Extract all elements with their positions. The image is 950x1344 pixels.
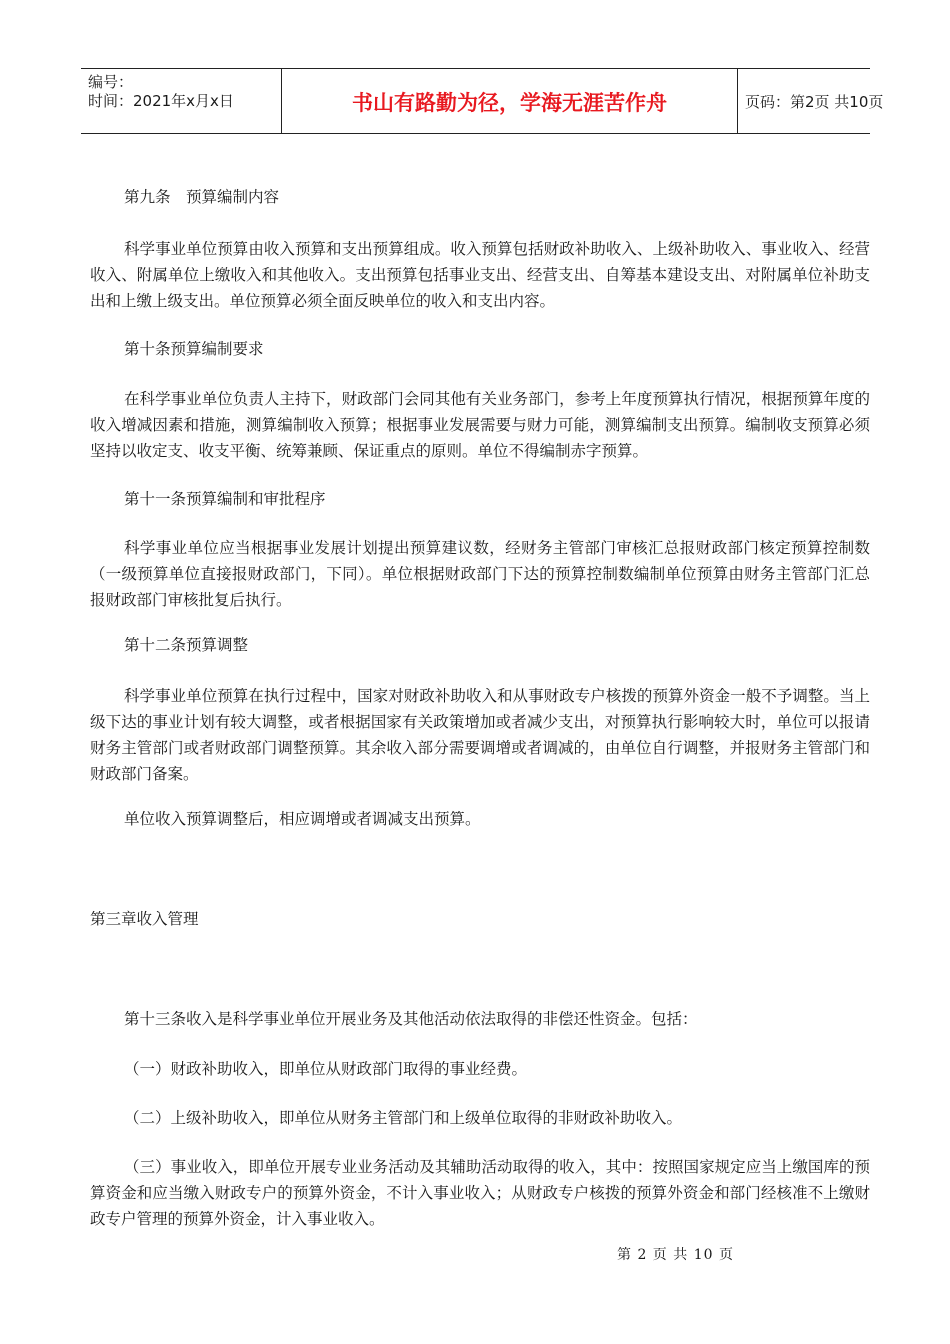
header-motto-cell	[282, 69, 738, 133]
article-13-item-2: （二）上级补助收入，即单位从财务主管部门和上级单位取得的非财政补助收入。	[124, 1109, 683, 1127]
article-13-item-1: （一）财政补助收入，即单位从财政部门取得的事业经费。	[124, 1060, 528, 1078]
article-9-body: 科学事业单位预算由收入预算和支出预算组成。收入预算包括财政补助收入、上级补助收入、事业收入、经营收入、附属单位上缴收入和其他收入。支出预算包括事业支出、经营支出、自筹基本建设支出、对附属单位补助支出和上缴上级支出。单位预算必须全面反映单位的收入和支出内容。	[90, 240, 870, 310]
article-12-heading: 第十二条预算调整	[124, 636, 249, 654]
article-10-heading: 第十条预算编制要求	[124, 340, 264, 358]
page-footer: 第 2 页 共 10 页	[617, 1247, 734, 1263]
article-12-supplement: 单位收入预算调整后，相应调增或者调减支出预算。	[124, 810, 481, 828]
article-11-body: 科学事业单位应当根据事业发展计划提出预算建议数，经财务主管部门审核汇总报财政部门核定预算控制数（一级预算单位直接报财政部门，下同）。单位根据财政部门下达的预算控制数编制单位预算由财务主管部门汇总报财政部门审核批复后执行。	[90, 539, 870, 609]
article-12-body: 科学事业单位预算在执行过程中，国家对财政补助收入和从事财政专户核拨的预算外资金一般不予调整。当上级下达的事业计划有较大调整，或者根据国家有关政策增加或者减少支出，对预算执行影响较大时，单位可以报请财务主管部门或者财政部门调整预算。其余收入部分需要调增或者调减的，由单位自行调整，并报财务主管部门和财政部门备案。	[90, 687, 870, 783]
chapter-3-heading: 第三章收入管理	[90, 910, 199, 928]
document-number-label: 编号：	[88, 73, 134, 91]
header-page-cell	[738, 69, 884, 133]
document-date-label: 时间：2021年x月x日	[88, 92, 234, 110]
page-header	[81, 68, 884, 134]
header-page-number: 页码：第2页 共10页	[745, 93, 884, 111]
article-9-heading: 第九条 预算编制内容	[124, 188, 280, 206]
header-info-cell	[81, 69, 282, 133]
header-motto: 书山有路勤为径，学海无涯苦作舟	[352, 91, 667, 115]
article-13-intro: 第十三条收入是科学事业单位开展业务及其他活动依法取得的非偿还性资金。包括：	[124, 1010, 698, 1028]
article-11-heading: 第十一条预算编制和审批程序	[124, 490, 326, 508]
article-10-body: 在科学事业单位负责人主持下，财政部门会同其他有关业务部门，参考上年度预算执行情况，根据预算年度的收入增减因素和措施，测算编制收入预算；根据事业发展需要与财力可能，测算编制支出预算。编制收支预算必须坚持以收定支、收支平衡、统筹兼顾、保证重点的原则。单位不得编制赤字预算。	[90, 390, 870, 460]
article-13-item-3: （三）事业收入，即单位开展专业业务活动及其辅助活动取得的收入，其中：按照国家规定应当上缴国库的预算资金和应当缴入财政专户的预算外资金，不计入事业收入；从财政专户核拨的预算外资金和部门经核准不上缴财政专户管理的预算外资金，计入事业收入。	[90, 1158, 870, 1228]
